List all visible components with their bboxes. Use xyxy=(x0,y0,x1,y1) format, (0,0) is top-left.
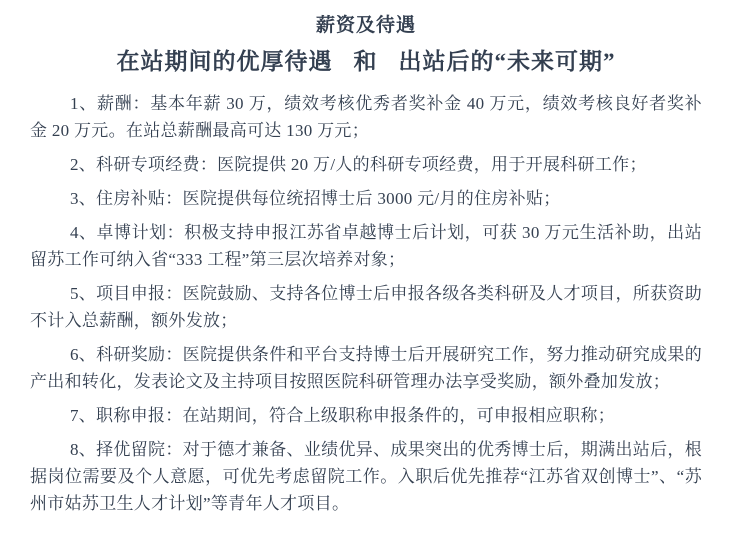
benefit-item-housing-subsidy: 3、住房补贴：医院提供每位统招博士后 3000 元/月的住房补贴； xyxy=(69,189,561,208)
benefit-item-research-reward: 6、科研奖励：医院提供条件和平台支持博士后开展研究工作，努力推动研究成果的产出和转化，发表论文及主持项目按照医院科研管理办法享受奖励，额外叠加发放； xyxy=(30,345,702,391)
benefit-item-research-fund: 2、科研专项经费：医院提供 20 万/人的科研专项经费，用于开展科研工作； xyxy=(69,155,647,174)
benefit-item-retention: 8、择优留院：对于德才兼备、业绩优异、成果突出的优秀博士后，期满出站后，根据岗位需要及个人意愿，可优先考虑留院工作。入职后优先推荐“江苏省双创博士”、“苏州市姑苏卫生人才计划”等青年人才项目。 xyxy=(30,440,702,513)
page-subtitle xyxy=(30,46,702,78)
subtitle-right-phrase: 出站后的“未来可期” xyxy=(398,49,616,74)
benefit-item-salary: 1、薪酬：基本年薪 30 万，绩效考核优秀者奖补金 40 万元，绩效考核良好者奖补金 20 万元。在站总薪酬最高可达 130 万元； xyxy=(30,94,702,140)
page-title: 薪资及待遇 xyxy=(315,15,416,36)
benefit-item-title-application: 7、职称申报：在站期间，符合上级职称申报条件的，可申报相应职称； xyxy=(69,406,616,425)
subtitle-conjunction: 和 xyxy=(353,49,378,74)
subtitle-left-phrase: 在站期间的优厚待遇 xyxy=(116,49,333,74)
benefit-item-zhuobo-plan: 4、卓博计划：积极支持申报江苏省卓越博士后计划，可获 30 万元生活补助，出站留苏工作可纳入省“333 工程”第三层次培养对象； xyxy=(30,223,702,269)
benefit-item-project-application: 5、项目申报：医院鼓励、支持各位博士后申报各级各类科研及人才项目，所获资助不计入总薪酬，额外发放； xyxy=(30,284,702,330)
benefit-list xyxy=(30,90,702,517)
